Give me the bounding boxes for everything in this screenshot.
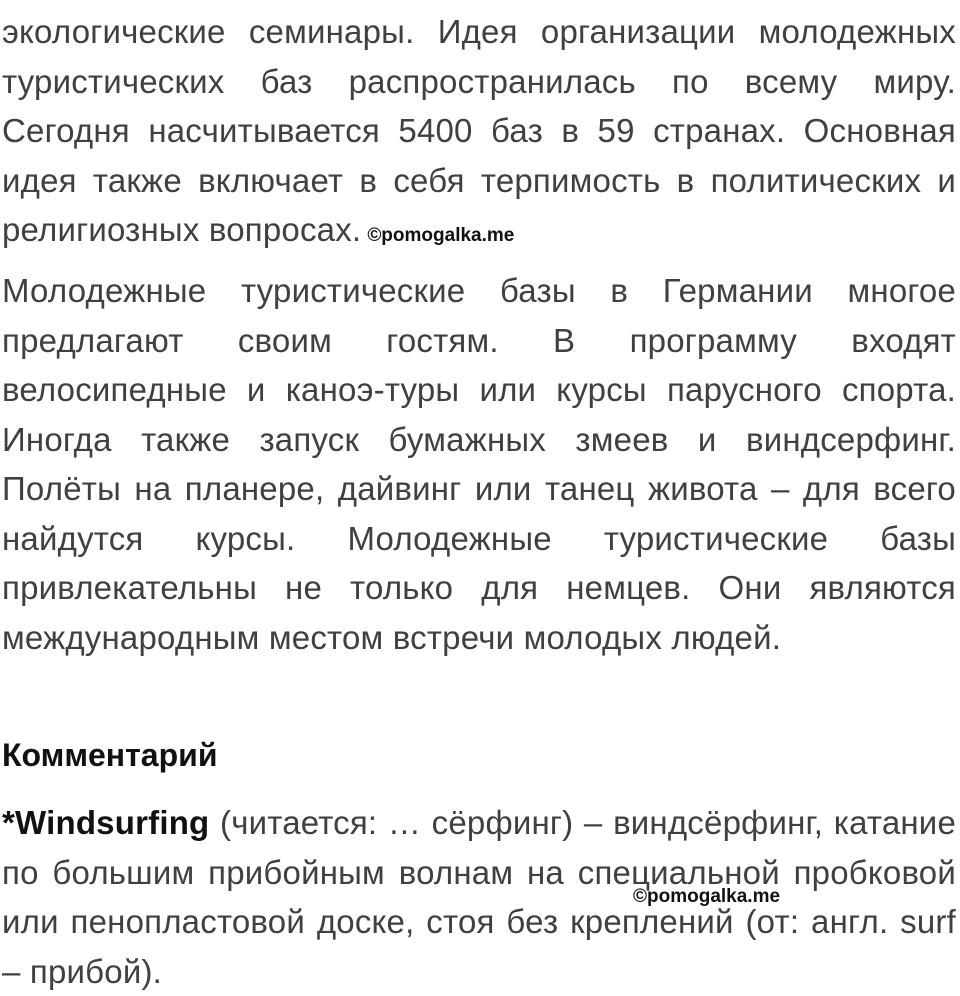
paragraph-2-text: Молодежные туристические базы в Германии многое предлагают своим гостям. В программу входят велосипедные и каноэ-туры или курсы парусного спорта. Иногда также запуск бумажных змеев и виндсерфинг. Полёты на планере, дайвинг или танец живота – для всего найдутся курсы. Молодежные туристические базы привлекательны не только для немцев. Они являются международным местом встречи молодых людей.	[2, 272, 956, 656]
watermark-1: ©pomogalka.me	[367, 225, 515, 246]
paragraph-2	[2, 266, 956, 662]
paragraph-1-text: экологические семинары. Идея организации молодежных туристических баз распространилась по всему миру. Сегодня насчитывается 5400 баз в 59 странах. Основная идея также включает в себя терпимость в политических и религиозных вопросах.	[2, 13, 956, 248]
comment-term: *Windsurfing	[2, 804, 210, 841]
comment-definition: (читается: … сёрфинг) – виндсёрфинг, катание по большим прибойным волнам на специальной пробковой или пенопластовой доске, стоя без креплений (от: англ. surf – прибой).	[2, 804, 956, 990]
watermark-2: ©pomogalka.me	[633, 886, 781, 907]
comment-paragraph	[2, 798, 956, 996]
comment-heading: Комментарий	[2, 737, 218, 773]
paragraph-1	[2, 7, 956, 261]
